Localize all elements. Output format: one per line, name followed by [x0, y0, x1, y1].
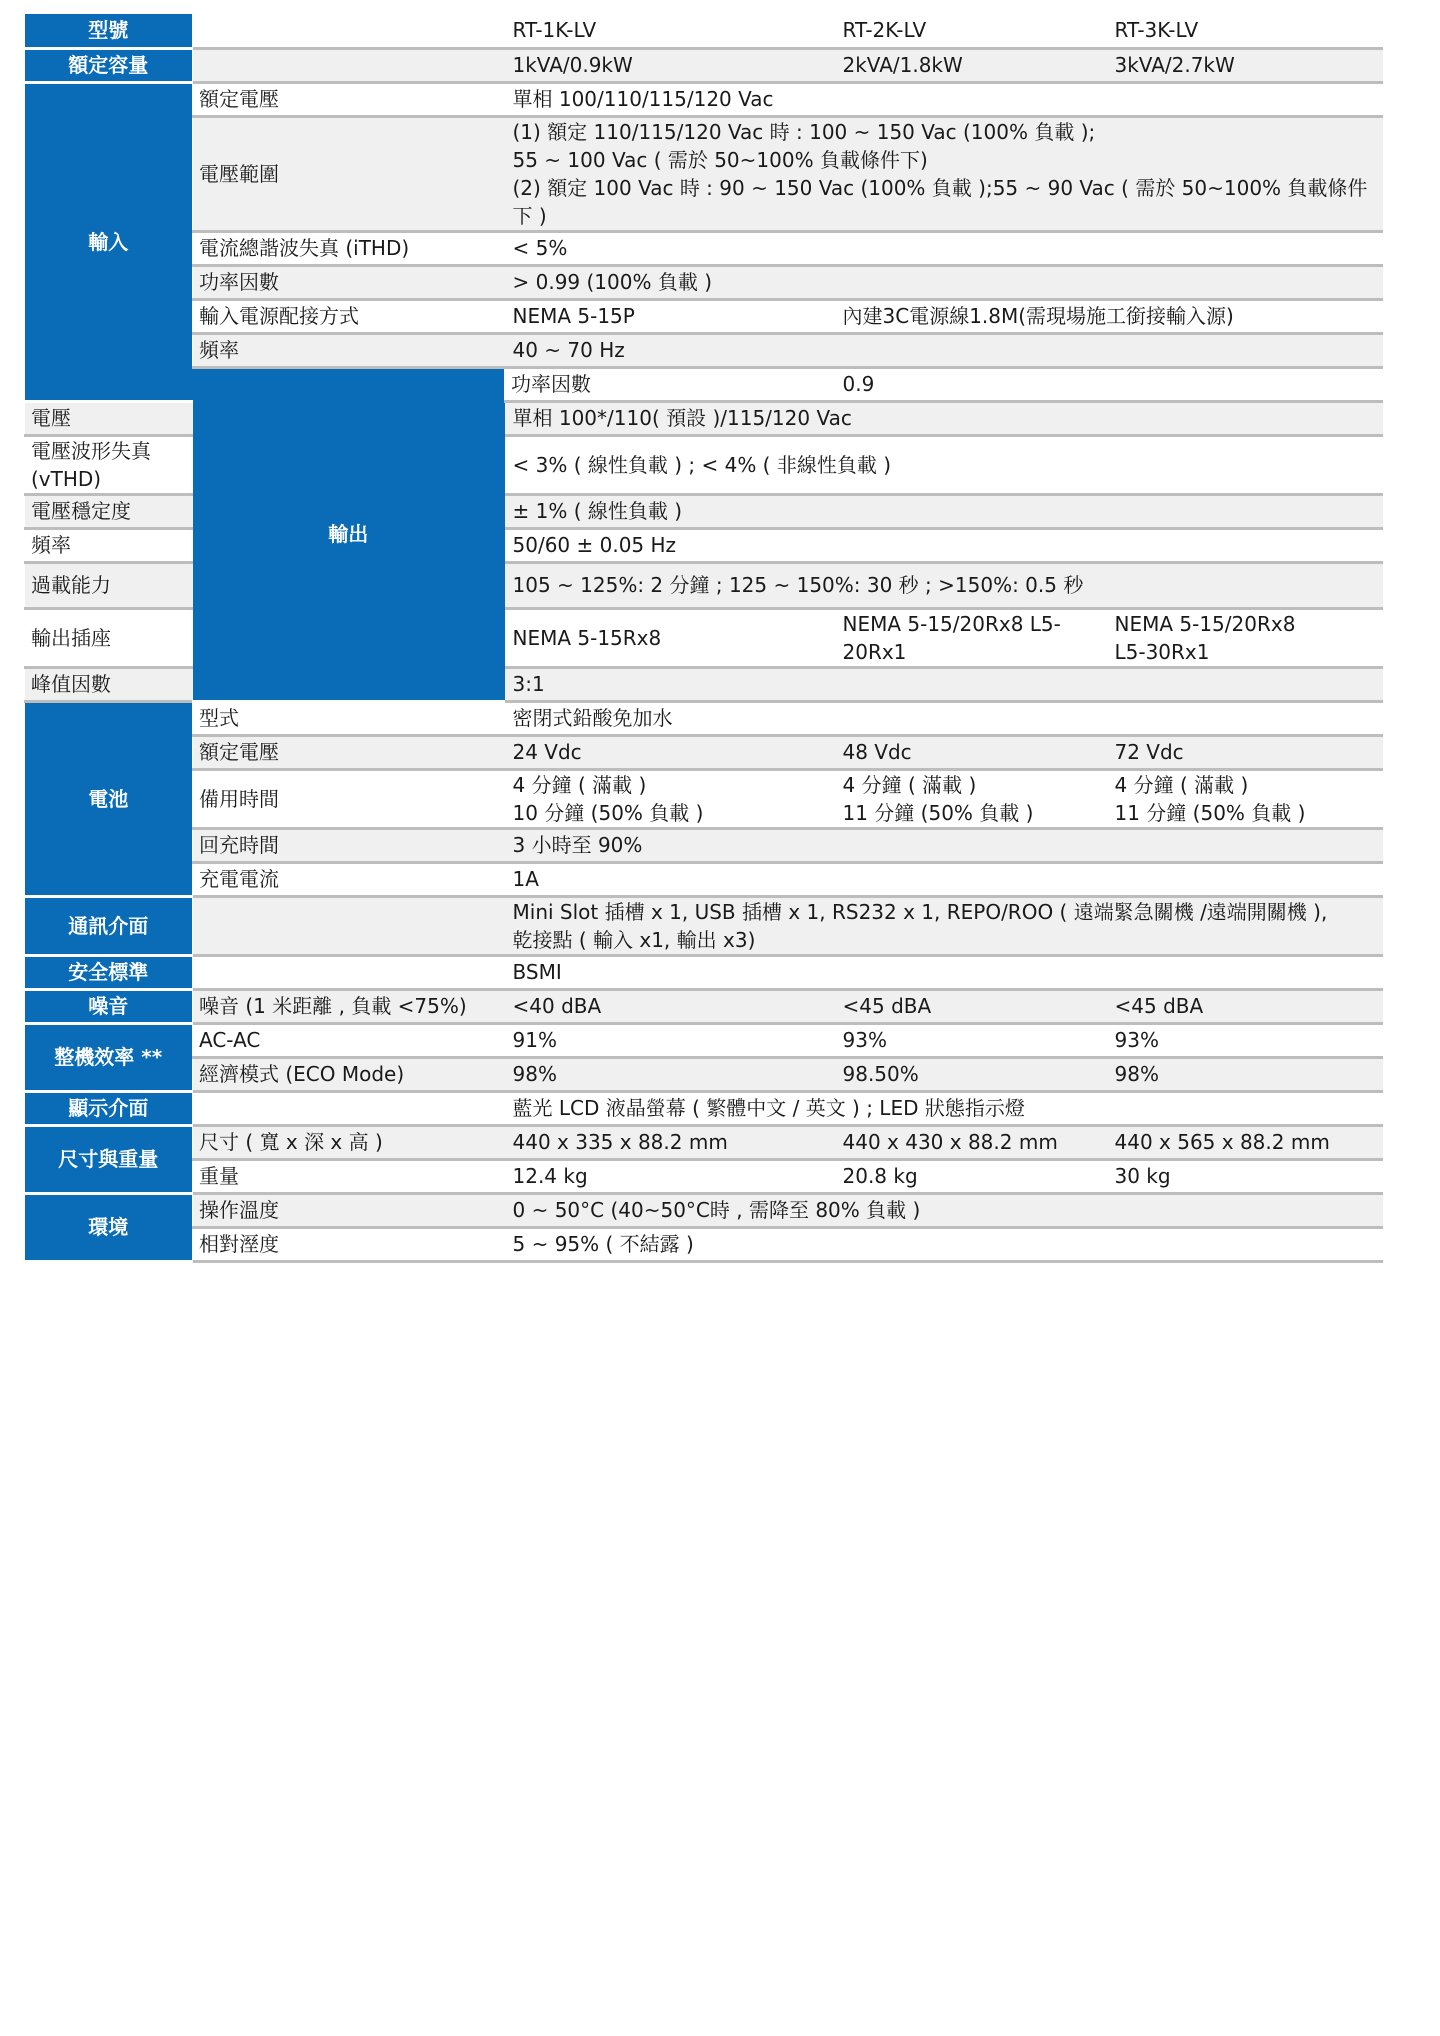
value-cell-span: 藍光 LCD 液晶螢幕 ( 繁體中文 / 英文 ) ; LED 狀態指示燈 — [505, 1091, 1383, 1125]
spec-row — [25, 265, 1383, 299]
parameter-cell: 頻率 — [25, 528, 193, 562]
value-cell-span: Mini Slot 插槽 x 1, USB 插槽 x 1, RS232 x 1, REPO/ROO ( 遠端緊急關機 /遠端開關機 ), 乾接點 ( 輸入 x1, 輸出 x3) — [505, 896, 1383, 955]
spec-row — [25, 1091, 1383, 1125]
value-cell: 440 x 335 x 88.2 mm — [505, 1125, 835, 1159]
value-cell-span: < 5% — [505, 231, 1383, 265]
parameter-cell: 額定電壓 — [193, 82, 505, 116]
value-cell-span: 105 ~ 125%: 2 分鐘 ; 125 ~ 150%: 30 秒 ; >150%: 0.5 秒 — [505, 562, 1383, 608]
spec-row — [25, 48, 1383, 82]
value-cell: 4 分鐘 ( 滿載 ) 11 分鐘 (50% 負載 ) — [835, 769, 1107, 828]
parameter-cell: 電流總諧波失真 (iTHD) — [193, 231, 505, 265]
parameter-cell: 過載能力 — [25, 562, 193, 608]
category-cell: 額定容量 — [25, 48, 193, 82]
value-cell: 440 x 565 x 88.2 mm — [1107, 1125, 1383, 1159]
value-cell-wide: 內建3C電源線1.8M(需現場施工銜接輸入源) — [835, 299, 1383, 333]
value-cell-span: ± 1% ( 線性負載 ) — [505, 494, 1383, 528]
parameter-cell: 噪音 (1 米距離 , 負載 <75%) — [193, 989, 505, 1023]
parameter-cell: 型式 — [193, 701, 505, 735]
parameter-cell: AC-AC — [193, 1023, 505, 1057]
value-cell-span: 密閉式鉛酸免加水 — [505, 701, 1383, 735]
parameter-cell — [193, 48, 505, 82]
value-cell: 98% — [1107, 1057, 1383, 1091]
category-cell: 電池 — [25, 701, 193, 896]
spec-row — [25, 862, 1383, 896]
value-cell-span: 3:1 — [505, 667, 1383, 701]
value-cell: RT-1K-LV — [505, 14, 835, 48]
category-cell: 顯示介面 — [25, 1091, 193, 1125]
value-cell: 98.50% — [835, 1057, 1107, 1091]
value-cell: 2kVA/1.8kW — [835, 48, 1107, 82]
parameter-cell — [193, 14, 505, 48]
category-cell: 輸入 — [25, 82, 193, 401]
spec-row — [25, 989, 1383, 1023]
parameter-cell — [193, 896, 505, 955]
spec-row — [25, 735, 1383, 769]
value-cell: 93% — [835, 1023, 1107, 1057]
value-cell-span: 單相 100*/110( 預設 )/115/120 Vac — [505, 401, 1383, 435]
spec-row — [25, 1193, 1383, 1227]
category-cell: 輸出 — [193, 367, 505, 701]
value-cell-span: (1) 額定 110/115/120 Vac 時 : 100 ~ 150 Vac (100% 負載 ); 55 ~ 100 Vac ( 需於 50~100% 負載條件下) (2) 額定 100 Vac 時 : 90 ~ 150 Vac (100% 負載 );55 ~ 90 Vac ( 需於 50~100% 負載條件下 ) — [505, 116, 1383, 231]
parameter-cell — [193, 1091, 505, 1125]
parameter-cell: 功率因數 — [505, 367, 835, 401]
parameter-cell: 額定電壓 — [193, 735, 505, 769]
value-cell: 93% — [1107, 1023, 1383, 1057]
parameter-cell: 重量 — [193, 1159, 505, 1193]
value-cell: NEMA 5-15Rx8 — [505, 608, 835, 667]
spec-row — [25, 299, 1383, 333]
parameter-cell — [193, 955, 505, 989]
spec-row — [25, 333, 1383, 367]
parameter-cell: 經濟模式 (ECO Mode) — [193, 1057, 505, 1091]
value-cell: NEMA 5-15P — [505, 299, 835, 333]
spec-row — [25, 367, 1383, 401]
spec-row — [25, 769, 1383, 828]
parameter-cell: 頻率 — [193, 333, 505, 367]
spec-row — [25, 14, 1383, 48]
value-cell: 30 kg — [1107, 1159, 1383, 1193]
spec-row — [25, 1057, 1383, 1091]
spec-table-body — [25, 14, 1383, 1261]
value-cell-span: 50/60 ± 0.05 Hz — [505, 528, 1383, 562]
value-cell-span: > 0.99 (100% 負載 ) — [505, 265, 1383, 299]
value-cell: 4 分鐘 ( 滿載 ) 11 分鐘 (50% 負載 ) — [1107, 769, 1383, 828]
value-cell: 48 Vdc — [835, 735, 1107, 769]
spec-row — [25, 1227, 1383, 1261]
value-cell: RT-2K-LV — [835, 14, 1107, 48]
spec-row — [25, 896, 1383, 955]
value-cell: RT-3K-LV — [1107, 14, 1383, 48]
value-cell: 1kVA/0.9kW — [505, 48, 835, 82]
parameter-cell: 備用時間 — [193, 769, 505, 828]
value-cell: 91% — [505, 1023, 835, 1057]
value-cell: NEMA 5-15/20Rx8 L5- 20Rx1 — [835, 608, 1107, 667]
spec-row — [25, 116, 1383, 231]
spec-row — [25, 828, 1383, 862]
value-cell: 3kVA/2.7kW — [1107, 48, 1383, 82]
value-cell: <45 dBA — [1107, 989, 1383, 1023]
parameter-cell: 輸入電源配接方式 — [193, 299, 505, 333]
spec-row — [25, 955, 1383, 989]
parameter-cell: 電壓波形失真 (vTHD) — [25, 435, 193, 494]
parameter-cell: 尺寸 ( 寬 x 深 x 高 ) — [193, 1125, 505, 1159]
value-cell-span: 0.9 — [835, 367, 1383, 401]
value-cell-span: 0 ~ 50°C (40~50°C時 , 需降至 80% 負載 ) — [505, 1193, 1383, 1227]
value-cell: 20.8 kg — [835, 1159, 1107, 1193]
category-cell: 通訊介面 — [25, 896, 193, 955]
value-cell-span: BSMI — [505, 955, 1383, 989]
value-cell-span: 3 小時至 90% — [505, 828, 1383, 862]
spec-table — [24, 14, 1383, 1263]
value-cell: <40 dBA — [505, 989, 835, 1023]
value-cell: NEMA 5-15/20Rx8 L5-30Rx1 — [1107, 608, 1383, 667]
parameter-cell: 輸出插座 — [25, 608, 193, 667]
spec-row — [25, 1023, 1383, 1057]
spec-row — [25, 231, 1383, 265]
category-cell: 環境 — [25, 1193, 193, 1261]
value-cell: 24 Vdc — [505, 735, 835, 769]
value-cell: 98% — [505, 1057, 835, 1091]
category-cell: 整機效率 ** — [25, 1023, 193, 1091]
parameter-cell: 電壓穩定度 — [25, 494, 193, 528]
parameter-cell: 充電電流 — [193, 862, 505, 896]
value-cell: 72 Vdc — [1107, 735, 1383, 769]
category-cell: 噪音 — [25, 989, 193, 1023]
category-cell: 型號 — [25, 14, 193, 48]
parameter-cell: 功率因數 — [193, 265, 505, 299]
spec-row — [25, 82, 1383, 116]
spec-row — [25, 1159, 1383, 1193]
parameter-cell: 相對溼度 — [193, 1227, 505, 1261]
spec-row — [25, 1125, 1383, 1159]
parameter-cell: 回充時間 — [193, 828, 505, 862]
value-cell-span: 5 ~ 95% ( 不結露 ) — [505, 1227, 1383, 1261]
value-cell-span: 1A — [505, 862, 1383, 896]
parameter-cell: 峰值因數 — [25, 667, 193, 701]
value-cell-span: 40 ~ 70 Hz — [505, 333, 1383, 367]
parameter-cell: 電壓 — [25, 401, 193, 435]
value-cell: 12.4 kg — [505, 1159, 835, 1193]
category-cell: 尺寸與重量 — [25, 1125, 193, 1193]
category-cell: 安全標準 — [25, 955, 193, 989]
value-cell: 4 分鐘 ( 滿載 ) 10 分鐘 (50% 負載 ) — [505, 769, 835, 828]
value-cell-span: < 3% ( 線性負載 ) ; < 4% ( 非線性負載 ) — [505, 435, 1383, 494]
value-cell: 440 x 430 x 88.2 mm — [835, 1125, 1107, 1159]
parameter-cell: 操作溫度 — [193, 1193, 505, 1227]
value-cell: <45 dBA — [835, 989, 1107, 1023]
spec-row — [25, 701, 1383, 735]
parameter-cell: 電壓範圍 — [193, 116, 505, 231]
value-cell-span: 單相 100/110/115/120 Vac — [505, 82, 1383, 116]
